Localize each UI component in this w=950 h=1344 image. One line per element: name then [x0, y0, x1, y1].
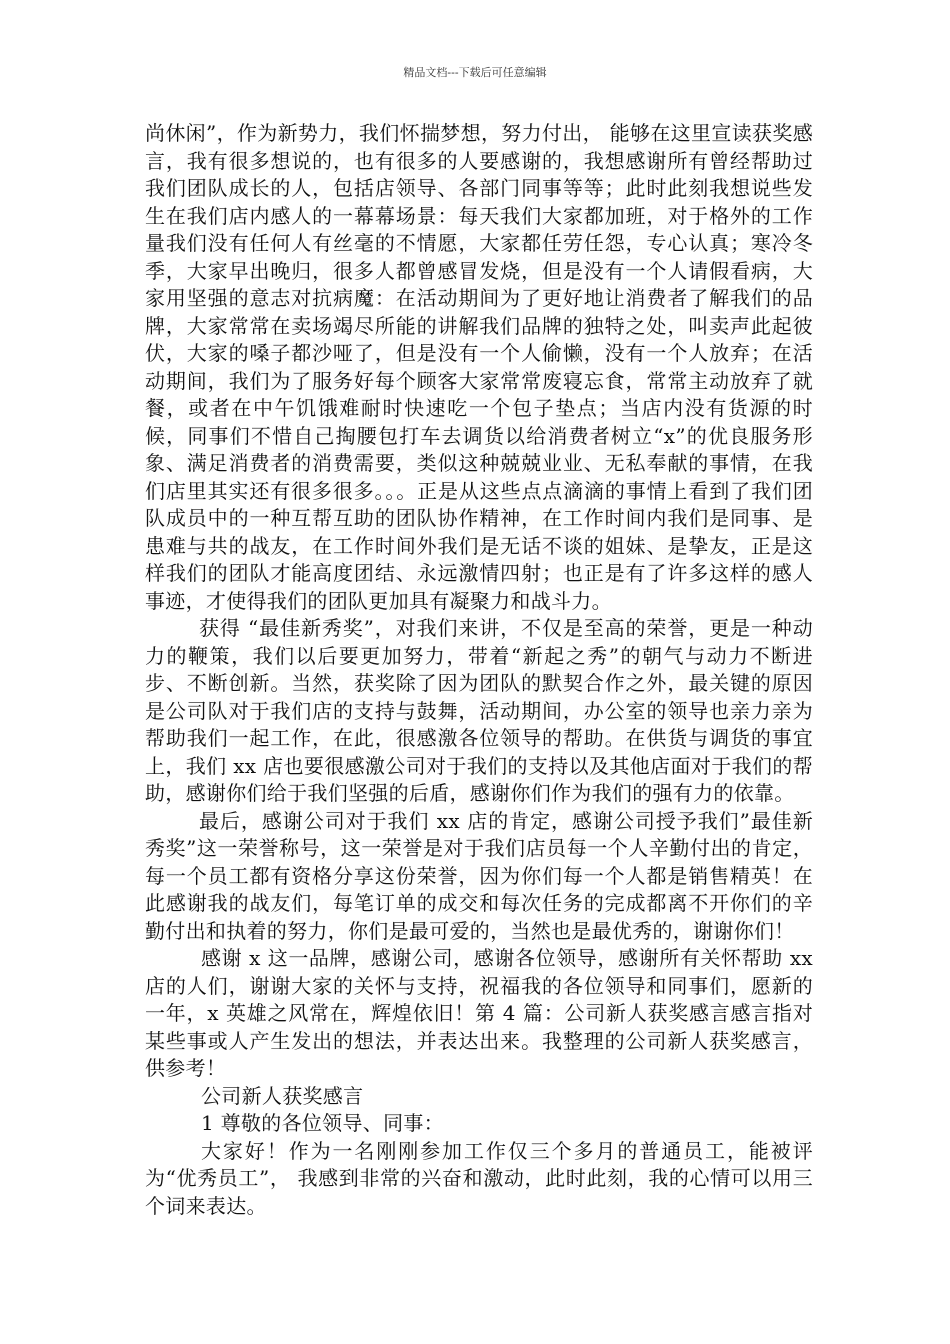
section-title: 公司新人获奖感言 — [201, 1083, 364, 1108]
paragraph-4: 感谢 x 这一品牌，感谢公司，感谢各位领导，感谢所有关怀帮助 xx 店的人们，谢谢大家的关怀与支持，祝福我的各位领导和同事们，愿新的一年，x 英雄之风常在，辉煌依旧！第 4 篇：公司新人获奖感言感言指对某些事或人产生发出的想法，并表达出来。我整理的公司新人获奖感言，供参考！ — [145, 946, 813, 1080]
paragraph-1: 尚休闲”，作为新势力，我们怀揣梦想，努力付出， 能够在这里宣读获奖感言，我有很多想说的，也有很多的人要感谢的，我想感谢所有曾经帮助过我们团队成长的人，包括店领导、各部门同事等等；此时此刻我想说些发生在我们店内感人的一幕幕场景：每天我们大家都加班，对于格外的工作量我们没有任何人有丝毫的不情愿，大家都任劳任怨，专心认真；寒冷冬季，大家早出晚归，很多人都曾感冒发烧，但是没有一个人请假看病，大家用坚强的意志对抗病魔：在活动期间为了更好地让消费者了解我们的品牌，大家常常在卖场竭尽所能的讲解我们品牌的独特之处，叫卖声此起彼伏，大家的嗓子都沙哑了，但是没有一个人偷懒，没有一个人放弃；在活动期间，我们为了服务好每个顾客大家常常废寝忘食，常常主动放弃了就餐，或者在中午饥饿难耐时快速吃一个包子垫点；当店内没有货源的时候，同事们不惜自己掏腰包打车去调货以给消费者树立“x”的优良服务形象、满足消费者的消费需要，类似这种兢兢业业、无私奉献的事情，在我们店里其实还有很多很多。。。正是从这些点点滴滴的事情上看到了我们团队成员中的一种互帮互助的团队协作精神，在工作时间内我们是同事、是患难与共的战友，在工作时间外我们是无话不谈的姐妹、是挚友，正是这样我们的团队才能高度团结、永远激情四射；也正是有了许多这样的感人事迹，才使得我们的团队更加具有凝聚力和战斗力。 — [145, 121, 813, 613]
paragraph-2: 获得 “最佳新秀奖”，对我们来讲，不仅是至高的荣誉，更是一种动力的鞭策，我们以后要更加努力，带着“新起之秀”的朝气与动力不断进步、不断创新。当然，获奖除了因为团队的默契合作之外，最关键的原因是公司队对于我们店的支持与鼓舞，活动期间，办公室的领导也亲力亲为帮助我们一起工作，在此，很感激各位领导的帮助。在供货与调货的事宜上，我们 xx 店也要很感激公司对于我们的支持以及其他店面对于我们的帮助，感谢你们给于我们坚强的后盾，感谢你们作为我们的强有力的依靠。 — [145, 616, 813, 805]
page-header: 精品文档---下载后可任意编辑 — [403, 66, 547, 79]
salutation: 1 尊敬的各位领导、同事： — [201, 1111, 444, 1135]
paragraph-3: 最后，感谢公司对于我们 xx 店的肯定，感谢公司授予我们”最佳新秀奖”这一荣誉称号，这一荣誉是对于我们店员每一个人辛勤付出的肯定，每一个员工都有资格分享这份荣誉，因为你们每一个人都是销售精英！在此感谢我的战友们，每笔订单的成交和每次任务的完成都离不开你们的辛勤付出和执着的努力，你们是最可爱的，当然也是最优秀的，谢谢你们！ — [145, 808, 813, 943]
document-body — [145, 120, 813, 1220]
paragraph-7: 大家好！作为一名刚刚参加工作仅三个多月的普通员工，能被评为“优秀员工”， 我感到非常的兴奋和激动，此时此刻，我的心情可以用三个词来表达。 — [145, 1138, 813, 1218]
